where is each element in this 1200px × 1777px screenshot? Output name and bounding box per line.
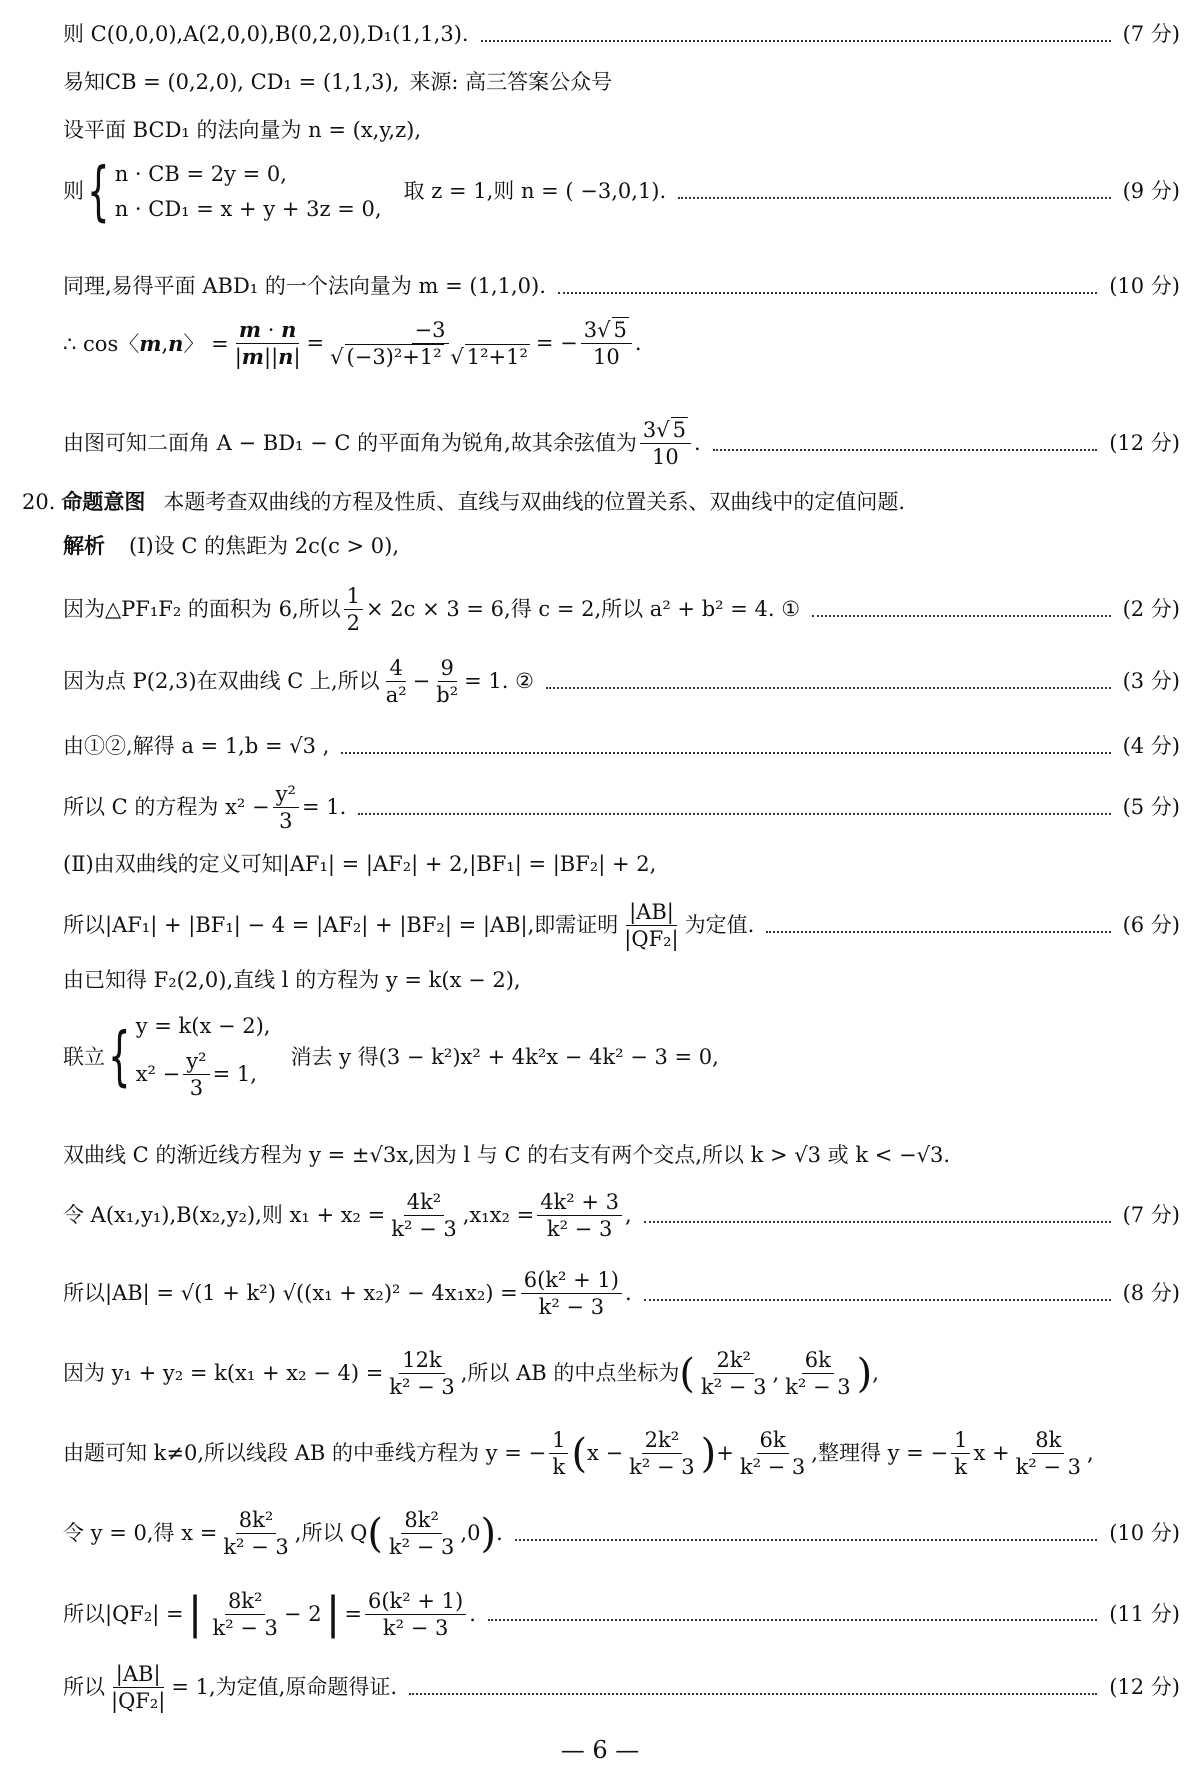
leader-dots xyxy=(481,40,1111,42)
asymptote-line xyxy=(63,1143,1180,1168)
normal-setup-line xyxy=(63,118,1180,143)
qf2-text: 所以|QF₂| = xyxy=(63,1601,184,1626)
point-text-rest: = 1. ② xyxy=(464,669,534,694)
bisector-text-mid: ,整理得 y = − xyxy=(811,1441,949,1466)
score-label: (5 分) xyxy=(1122,795,1180,820)
point-text: 因为点 P(2,3)在双曲线 C 上,所以 xyxy=(63,669,380,694)
midpoint-line: 因为 y₁ + y₂ = k(x₁ + x₂ − 4) = $\frac{12k}{\text{k² − 3}}$ ,所以 AB 的中点坐标为 ( $\frac{\text{2k²}}{\text{k² − 3}}$ , $\frac{6k}{\text{k² − 3}}$ ) , xyxy=(63,1348,879,1400)
dihedral-line: 由图可知二面角 A − BD₁ − C 的平面角为锐角,故其余弦值为 $\frac{3√ 5}{10}$ . (12 分) xyxy=(63,418,1180,470)
conclusion-text-rest: = 1,为定值,原命题得证. xyxy=(171,1675,398,1700)
score-label: (10 分) xyxy=(1109,1521,1180,1546)
intent-text: 本题考查双曲线的方程及性质、直线与双曲线的位置关系、双曲线中的定值问题. xyxy=(163,490,906,514)
leader-dots xyxy=(678,197,1110,199)
midpoint-text-mid: ,所以 AB 的中点坐标为 xyxy=(460,1361,680,1386)
chord-line: 所以|AB| = √(1 + k²) √((x₁ + x₂)² − 4x₁x₂) = $\frac{\text{6(k² + 1)}}{\text{k² − 3}}$ . (8 分) xyxy=(63,1268,1180,1320)
score-label: (12 分) xyxy=(1109,1675,1180,1700)
solution-label: 解析 xyxy=(63,534,105,558)
conclusion-text: 所以 xyxy=(63,1675,105,1700)
q-point-text-mid: ,所以 Q xyxy=(294,1521,368,1546)
definition-text: (Ⅱ)由双曲线的定义可知|AF₁| = |AF₂| + 2,|BF₁| = |BF₂| + 2, xyxy=(63,852,657,876)
leader-dots xyxy=(358,813,1110,815)
dihedral-text: 由图可知二面角 A − BD₁ − C 的平面角为锐角,故其余弦值为 xyxy=(63,431,637,456)
leader-dots xyxy=(644,1221,1111,1223)
second-normal-line xyxy=(63,274,1180,299)
leader-dots xyxy=(409,1693,1097,1695)
vector-line xyxy=(63,70,1180,95)
normal-result: 取 z = 1,则 n = ( −3,0,1). xyxy=(403,179,667,204)
eliminate-text: 消去 y 得(3 − k²)x² + 4k²x − 4k² − 3 = 0, xyxy=(290,1044,719,1069)
score-label: (2 分) xyxy=(1122,597,1180,622)
line-eq-text: 由已知得 F₂(2,0),直线 l 的方程为 y = k(x − 2), xyxy=(63,968,521,992)
coords-text: 则 C(0,0,0),A(2,0,0),B(0,2,0),D₁(1,1,3). xyxy=(63,22,469,46)
equation-system: { n · CB = 2y = 0, n · CD₁ = x + y + 3z = 0, xyxy=(87,155,382,229)
normal-system-line: 则 { n · CB = 2y = 0, n · CD₁ = x + y + 3z = 0, 取 z = 1,则 n = ( −3,0,1). (9 分) xyxy=(63,155,1180,229)
solve-line xyxy=(63,734,1180,759)
bisector-text: 由题可知 k≠0,所以线段 AB 的中垂线方程为 y = − xyxy=(63,1441,547,1466)
score-label: (10 分) xyxy=(1109,274,1180,298)
vieta-text: 令 A(x₁,y₁),B(x₂,y₂),则 x₁ + x₂ = xyxy=(63,1203,386,1228)
solve-text: 由①②,解得 a = 1,b = √3 , xyxy=(63,734,330,758)
definition-line xyxy=(63,852,1180,877)
equation-line: 所以 C 的方程为 x² − $\frac{\text{y²}}{3}$ = 1. (5 分) xyxy=(63,782,1180,834)
coords-line xyxy=(63,22,1180,47)
line-eq-line xyxy=(63,968,1180,993)
score-label: (6 分) xyxy=(1122,913,1180,938)
leader-dots xyxy=(812,615,1111,617)
area-line: 因为△PF₁F₂ 的面积为 6,所以 $\frac{1}{2}$ × 2c × 3 = 6,得 c = 2,所以 a² + b² = 4. ① (2 分) xyxy=(63,584,1180,636)
system-row: x² − $\frac{\text{y²}}{3}$ = 1, xyxy=(135,1049,257,1101)
solution-start xyxy=(63,534,1180,559)
intent-label: 命题意图 xyxy=(61,490,146,514)
leader-dots xyxy=(341,752,1110,754)
qf2-line: 所以|QF₂| = | $\frac{\text{8k²}}{\text{k² − 3}}$ − 2 | = $\frac{\text{6(k² + 1)}}{\text{k² − 3}}$ . (11 分) xyxy=(63,1588,1180,1640)
leader-dots xyxy=(644,1299,1111,1301)
midpoint-text: 因为 y₁ + y₂ = k(x₁ + x₂ − 4) = xyxy=(63,1361,384,1386)
area-text: 因为△PF₁F₂ 的面积为 6,所以 xyxy=(63,597,341,622)
score-label: (9 分) xyxy=(1122,179,1180,204)
q-point-text: 令 y = 0,得 x = xyxy=(63,1521,218,1546)
score-label: (3 分) xyxy=(1122,669,1180,694)
page-number: — 6 — xyxy=(560,1736,640,1764)
leader-dots xyxy=(488,1619,1097,1621)
question-20-intent xyxy=(22,490,1180,515)
combine-label: 联立 xyxy=(63,1044,105,1069)
point-line: 因为点 P(2,3)在双曲线 C 上,所以 $\frac{4}{\text{a²}}$ − $\frac{9}{\text{b²}}$ = 1. ② (3 分) xyxy=(63,656,1180,708)
solution-text: (Ⅰ)设 C 的焦距为 2c(c > 0), xyxy=(129,534,400,558)
score-label: (7 分) xyxy=(1122,1203,1180,1228)
leader-dots xyxy=(546,687,1111,689)
equation-system: { y = k(x − 2), x² − $\frac{\text{y²}}{3}$ = 1, xyxy=(108,1014,271,1101)
q-point-line: 令 y = 0,得 x = $\frac{\text{8k²}}{\text{k² − 3}}$ ,所以 Q ( $\frac{\text{8k²}}{\text{k² − 3}}$ ,0 ) . (10 分) xyxy=(63,1508,1180,1560)
normal-setup-text: 设平面 BCD₁ 的法向量为 n = (x,y,z), xyxy=(63,118,422,142)
score-label: (12 分) xyxy=(1109,431,1180,456)
system-row: n · CB = 2y = 0, xyxy=(114,161,287,186)
vieta-line: 令 A(x₁,y₁),B(x₂,y₂),则 x₁ + x₂ = $\frac{\text{4k²}}{\text{k² − 3}}$ ,x₁x₂ = $\frac{\text{4k² + 3}}{\text{k² − 3}}$ , (7 分) xyxy=(63,1190,1180,1242)
conclusion-line: 所以 $\frac{|AB|}{\text{|QF₂|}}$ = 1,为定值,原命题得证. (12 分) xyxy=(63,1662,1180,1714)
combine-line xyxy=(63,1014,1180,1100)
question-number: 20. xyxy=(22,490,56,514)
system-row: y = k(x − 2), xyxy=(135,1014,271,1038)
leader-dots xyxy=(713,449,1098,451)
vector-text: 易知CB = (0,2,0), CD₁ = (1,1,3), xyxy=(63,70,400,94)
vieta-text-mid: ,x₁x₂ = xyxy=(462,1203,535,1228)
score-label: (8 分) xyxy=(1122,1281,1180,1306)
asymptote-text: 双曲线 C 的渐近线方程为 y = ±√3x,因为 l 与 C 的右支有两个交点,所以 k > √3 或 k < −√3. xyxy=(63,1143,951,1167)
score-label: (11 分) xyxy=(1109,1601,1180,1626)
equation-text-rest: = 1. xyxy=(301,795,347,820)
system-row: n · CD₁ = x + y + 3z = 0, xyxy=(114,197,382,221)
second-normal-text: 同理,易得平面 ABD₁ 的一个法向量为 m = (1,1,0). xyxy=(63,274,546,298)
leader-dots xyxy=(515,1539,1097,1541)
equation-text: 所以 C 的方程为 x² − xyxy=(63,795,270,820)
bisector-line: 由题可知 k≠0,所以线段 AB 的中垂线方程为 y = − $\frac{1}{k}$ ( x − $\frac{\text{2k²}}{\text{k² − 3}}$ ) + $\frac{6k}{\text{k² − 3}}$ ,整理得 y = − $\frac{1}{k}$ x + $\frac{8k}{\text{k² − 3}}$ , xyxy=(63,1428,1094,1480)
score-label: (7 分) xyxy=(1122,22,1180,46)
area-text-rest: × 2c × 3 = 6,得 c = 2,所以 a² + b² = 4. ① xyxy=(366,597,801,622)
cosine-formula: ∴ cos〈m,n〉 = $\frac{m \cdot n}{|m||n|}$ = $\frac{-3}{\text{√ (−3)²+1² √ 1²+1²}}$ = − $\frac{3√ 5}{10}$ . xyxy=(63,317,642,370)
leader-dots xyxy=(558,292,1097,294)
source-text: 来源: 高三答案公众号 xyxy=(409,70,613,94)
chord-text: 所以|AB| = √(1 + k²) √((x₁ + x₂)² − 4x₁x₂) = xyxy=(63,1281,518,1306)
system-row-end: = 1, xyxy=(212,1062,257,1087)
prove-text-rest: 为定值. xyxy=(684,913,755,938)
prove-text: 所以|AF₁| + |BF₁| − 4 = |AF₂| + |BF₂| = |AB|,即需证明 xyxy=(63,913,619,938)
score-label: (4 分) xyxy=(1122,734,1180,758)
prove-line: 所以|AF₁| + |BF₁| − 4 = |AF₂| + |BF₂| = |AB|,即需证明 $\frac{|AB|}{\text{|QF₂|}}$ 为定值. (6 分) xyxy=(63,900,1180,952)
leader-dots xyxy=(766,931,1110,933)
